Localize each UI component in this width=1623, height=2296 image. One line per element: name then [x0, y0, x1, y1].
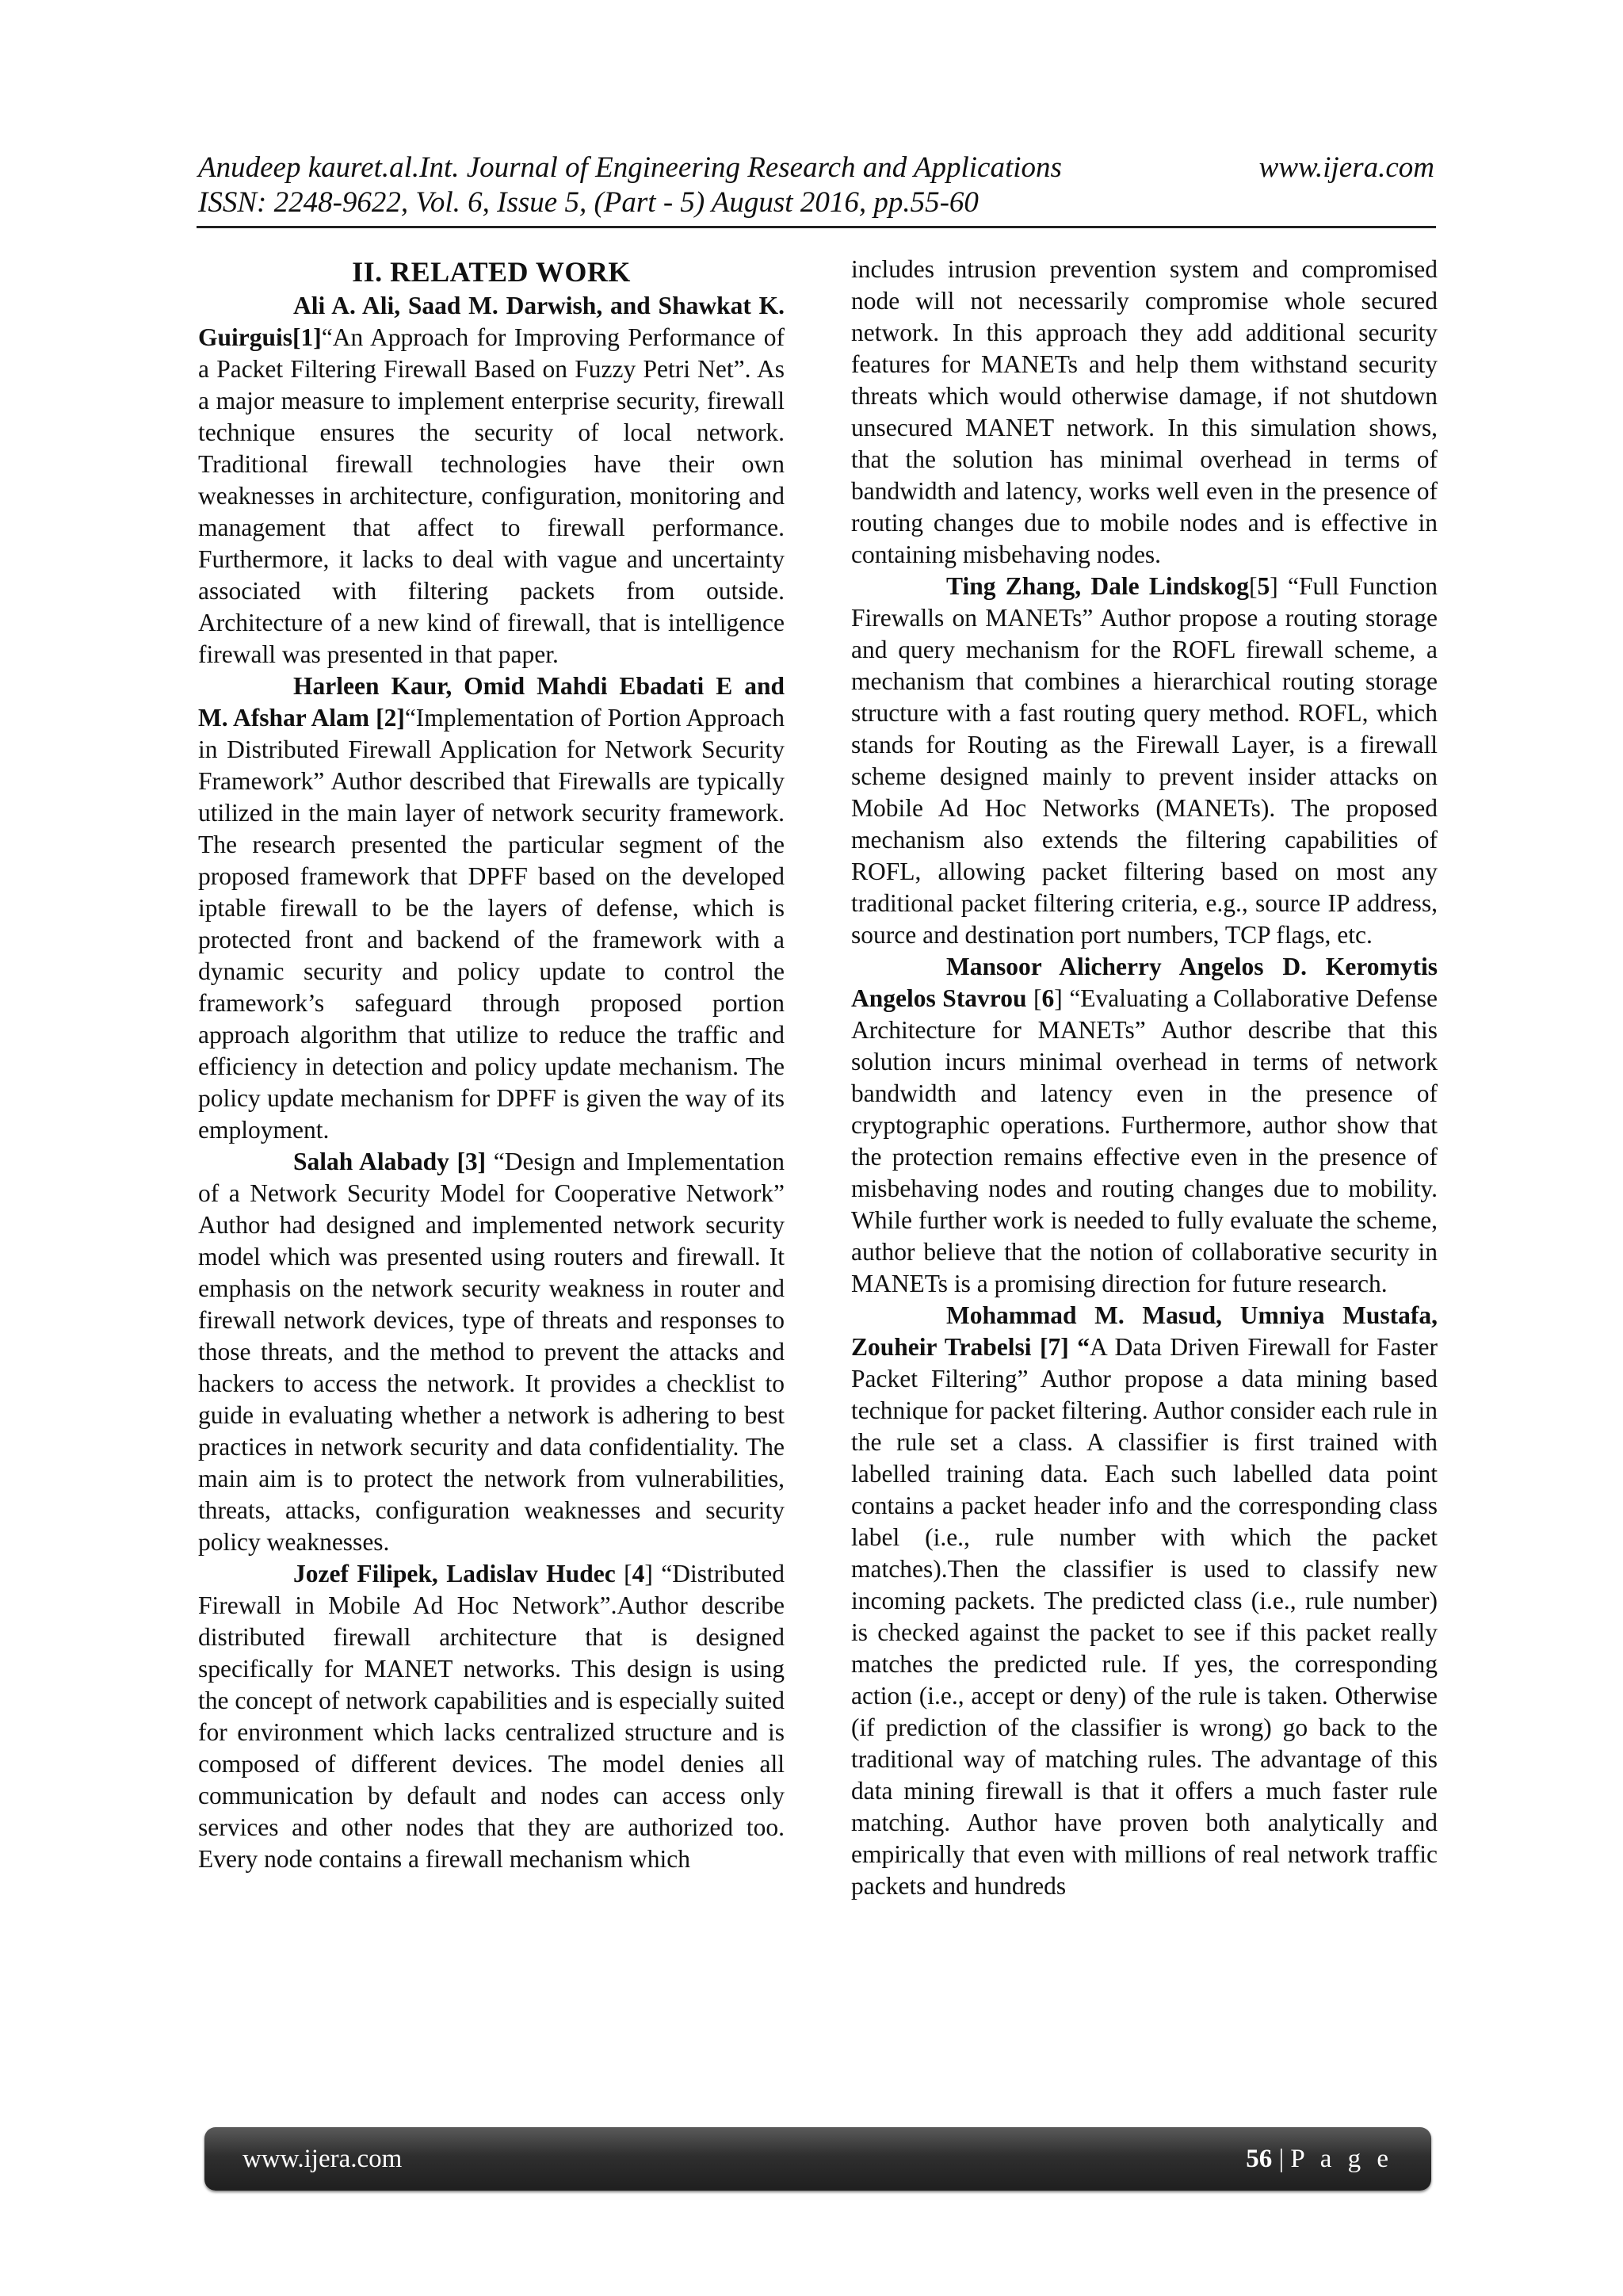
- page-footer: [204, 2127, 1431, 2191]
- entry-text: “An Approach for Improving Performance of a Packet Filtering Firewall Based on Fuzzy Petri Net”. As a major measure to implement enterprise security, firewall technique ensures the security of local network. Traditional firewall technologies have their own weaknesses in architecture, configuration, monitoring and management that affect to firewall performance. Furthermore, it lacks to deal with vague and uncertainty associated with filtering packets from outside. Architecture of a new kind of firewall, that is intelligence firewall was presented in that paper.: [198, 323, 785, 668]
- running-header: [198, 151, 1434, 220]
- ref-close: ]: [644, 1560, 653, 1587]
- ref-open: [: [1248, 572, 1258, 600]
- page-number-label: [1246, 2145, 1393, 2174]
- related-work-entry-5: [851, 571, 1438, 951]
- entry-authors: Mohammad M. Masud, Umniya Mustafa, Zouheir Trabelsi [7] “: [851, 1301, 1438, 1361]
- entry-text: “Design and Implementation of a Network Security Model for Cooperative Network” Author had designed and implemented network security model which was presented using routers and firewall. It emphasis on the network security weakness in router and firewall network devices, type of threats and responses to those threats, and the method to prevent the attacks and hackers to access the network. It provides a checklist to guide in evaluating whether a network is adhering to best practices in network security and data confidentiality. The main aim is to protect the network from vulnerabilities, threats, attacks, configuration weaknesses and security policy weaknesses.: [198, 1148, 785, 1556]
- footer-website: www.ijera.com: [242, 2144, 403, 2173]
- page-word: P a g e: [1290, 2144, 1393, 2173]
- entry-authors: Mansoor Alicherry Angelos D. Keromytis Angelos Stavrou: [851, 953, 1438, 1012]
- entry-continuation: includes intrusion prevention system and compromised node will not necessarily compromise whole secured network. In this approach they add additional security features for MANETs and help them withstand security threats which would otherwise damage, if not shutdown unsecured MANET network. In this simulation shows, that the solution has minimal overhead in terms of bandwidth and latency, works well even in the presence of routing changes due to mobile nodes and is effective in containing misbehaving nodes.: [851, 255, 1438, 568]
- related-work-entry-4: [198, 1558, 785, 1875]
- related-work-entry-2: [198, 670, 785, 1146]
- ref-close: ]: [1270, 572, 1278, 600]
- related-work-entry-6: [851, 951, 1438, 1300]
- header-divider: [197, 226, 1436, 228]
- entry-authors: Jozef Filipek, Ladislav Hudec: [293, 1560, 616, 1587]
- ref-number: 6: [1041, 984, 1055, 1012]
- related-work-entry-3: [198, 1146, 785, 1558]
- entry-text: “Full Function Firewalls on MANETs” Author propose a routing storage and query mechanism for the ROFL firewall scheme, a mechanism that combines a hierarchical routing storage structure with a fast routing query method. ROFL, which stands for Routing as the Firewall Layer, is a firewall scheme designed mainly to prevent insider attacks on Mobile Ad Hoc Networks (MANETs). The proposed mechanism also extends the filtering capabilities of ROFL, allowing packet filtering based on most any traditional packet filtering criteria, e.g., source IP address, source and destination port numbers, TCP flags, etc.: [851, 572, 1438, 949]
- section-heading: II. RELATED WORK: [352, 256, 631, 288]
- ref-number: 5: [1257, 572, 1270, 600]
- entry-authors: Harleen Kaur, Omid Mahdi Ebadati E and M. Afshar Alam [2]: [198, 672, 785, 732]
- related-work-entry-1: [198, 290, 785, 670]
- journal-website: www.ijera.com: [1258, 151, 1434, 184]
- ref-number: 4: [632, 1560, 645, 1587]
- entry-text: “Distributed Firewall in Mobile Ad Hoc Network”.Author describe distributed firewall architecture that is designed specifically for MANET networks. This design is using the concept of network capabilities and is especially suited for environment which lacks centralized structure and is composed of different devices. The model denies all communication by default and nodes can access only services and other nodes that they are authorized too. Every node contains a firewall mechanism which: [198, 1560, 785, 1873]
- entry-text: “Implementation of Portion Approach in Distributed Firewall Application for Network Security Framework” Author described that Firewalls are typically utilized in the main layer of network security framework. The research presented the particular segment of the proposed framework that DPFF based on the developed iptable firewall to be the layers of defense, which is protected front and backend of the framework with a dynamic security and policy update to control the framework’s safeguard through proposed portion approach algorithm that utilize to reduce the traffic and efficiency in detection and policy update mechanism. The policy update mechanism for DPFF is given the way of its employment.: [198, 704, 785, 1144]
- entry-authors: Salah Alabady [3]: [293, 1148, 487, 1175]
- entry-text: A Data Driven Firewall for Faster Packet Filtering” Author propose a data mining based technique for packet filtering. Author consider each rule in the rule set a class. A classifier is first trained with labelled training data. Each such labelled data point contains a packet header info and the corresponding class label (i.e., rule number with which the packet matches).Then the classifier is used to classify new incoming packets. The predicted class (i.e., rule number) is checked against the packet to see if this packet really matches the predicted rule. If yes, the corresponding action (i.e., accept or deny) of the rule is taken. Otherwise (if prediction of the classifier is wrong) go back to the traditional way of matching rules. The advantage of this data mining firewall is that it offers a much faster rule matching. Author have proven both analytically and empirically that even with millions of real network traffic packets and hundreds: [851, 1333, 1438, 1900]
- header-line-1: [198, 151, 1434, 185]
- journal-citation: Anudeep kauret.al.Int. Journal of Engineering Research and Applications: [198, 151, 1062, 184]
- entry-text: “Evaluating a Collaborative Defense Architecture for MANETs” Author describe that this solution incurs minimal overhead in terms of network bandwidth and latency even in the presence of cryptographic operations. Furthermore, author show that the protection remains effective even in the presence of misbehaving nodes and routing changes due to mobility. While further work is needed to fully evaluate the scheme, author believe that the notion of collaborative security in MANETs is a promising direction for future research.: [851, 984, 1438, 1297]
- entry-authors: Ting Zhang, Dale Lindskog: [946, 572, 1249, 600]
- ref-open: [: [615, 1560, 632, 1587]
- right-column: [851, 254, 1438, 1902]
- page-separator: |: [1272, 2144, 1291, 2173]
- page-number: 56: [1246, 2144, 1273, 2173]
- related-work-entry-7: [851, 1300, 1438, 1902]
- ref-close: ]: [1054, 984, 1063, 1012]
- ref-open: [: [1026, 984, 1042, 1012]
- entry-authors: Ali A. Ali, Saad M. Darwish, and Shawkat K. Guirguis[1]: [198, 292, 785, 351]
- issn-line: ISSN: 2248-9622, Vol. 6, Issue 5, (Part - 5) August 2016, pp.55-60: [198, 186, 979, 219]
- left-column: [198, 254, 785, 1875]
